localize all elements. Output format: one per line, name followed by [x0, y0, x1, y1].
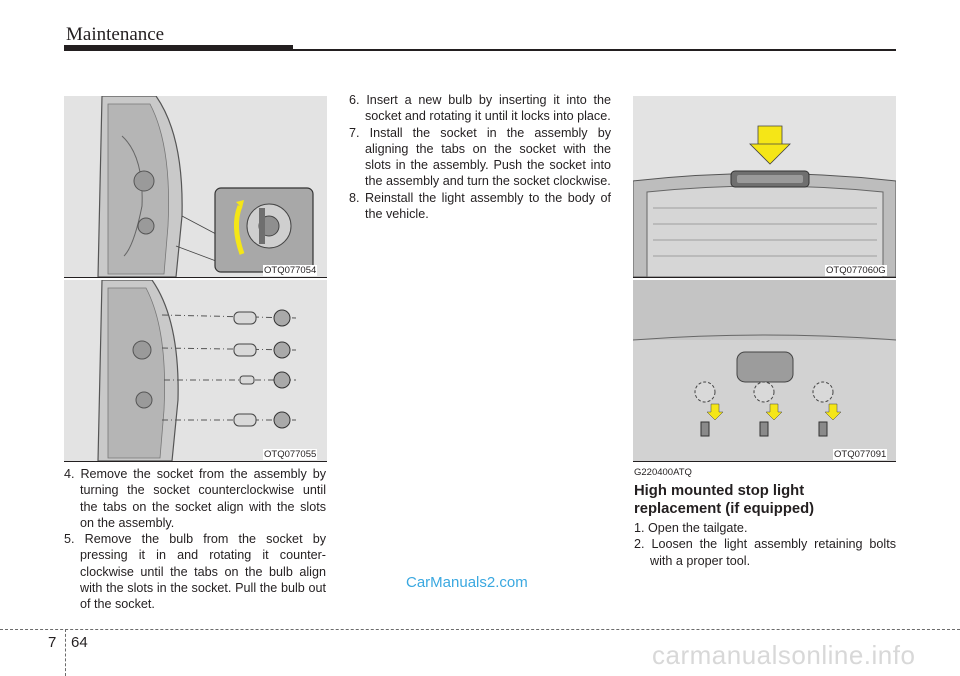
footer-vertical-divider [65, 629, 66, 676]
middle-column-steps [349, 92, 611, 222]
page-header-title: Maintenance [66, 24, 165, 45]
figure-divider [633, 277, 896, 278]
figure-code: OTQ077091 [834, 449, 887, 460]
footer-divider [0, 629, 960, 630]
figure-code: OTQ077055 [264, 449, 317, 460]
step-number: 1. [634, 521, 645, 535]
figure-tail-lamp-socket [64, 96, 327, 277]
figure-code: OTQ077054 [264, 265, 317, 276]
figure-retaining-bolts [633, 280, 896, 461]
step-item [64, 531, 326, 612]
header-rule-thick [64, 45, 293, 51]
figure-divider [64, 277, 327, 278]
step-text: Remove the socket from the assembly by turning the socket counterclockwise until the tabs on the socket align with the slots on the assembly. [80, 467, 327, 530]
step-number: 4. [64, 467, 75, 481]
step-item [634, 536, 896, 569]
step-text: Reinstall the light assembly to the body of the vehicle. [364, 190, 611, 222]
figure-divider [633, 461, 896, 462]
right-column-steps [634, 520, 896, 569]
figure-divider [64, 461, 327, 462]
step-item [349, 92, 611, 125]
page-number: 64 [71, 634, 88, 651]
chapter-number: 7 [48, 634, 57, 651]
section-title-line: High mounted stop light [634, 483, 805, 499]
section-title [634, 483, 896, 518]
step-number: 7. [349, 125, 360, 140]
figure-bulbs-sockets [64, 280, 327, 461]
step-item [634, 520, 896, 536]
section-code: G220400ATQ [634, 467, 692, 478]
step-number: 5. [64, 532, 75, 547]
step-text: Loosen the light assembly retaining bolts with a proper tool. [650, 537, 897, 568]
step-item [349, 190, 611, 223]
figure-high-mounted-stop-light [633, 96, 896, 277]
step-item [64, 466, 326, 531]
section-title-line: replacement (if equipped) [634, 500, 815, 517]
watermark-carmanualsonline: carmanualsonline.info [652, 640, 916, 670]
step-text: Remove the bulb from the socket by pressing it in and rotating it counter-clockwise until the tabs on the bulb align with the slots in the socket. Pull the bulb out of the socket. [80, 532, 326, 612]
step-text: Install the socket in the assembly by aligning the tabs on the socket with the slots in the assembly. Push the socket into the assembly and turn the socket clockwise. [365, 125, 611, 189]
step-number: 2. [634, 537, 645, 552]
step-number: 8. [349, 190, 360, 205]
step-text: Insert a new bulb by inserting it into the socket and rotating it until it locks into place. [365, 93, 612, 124]
header-rule-thin [293, 49, 896, 51]
step-number: 6. [349, 93, 360, 107]
left-column-steps [64, 466, 326, 613]
figure-code: OTQ077060G [826, 265, 886, 276]
watermark-carmanuals: CarManuals2.com [406, 574, 528, 591]
step-text: Open the tailgate. [648, 521, 748, 535]
step-item [349, 125, 611, 190]
